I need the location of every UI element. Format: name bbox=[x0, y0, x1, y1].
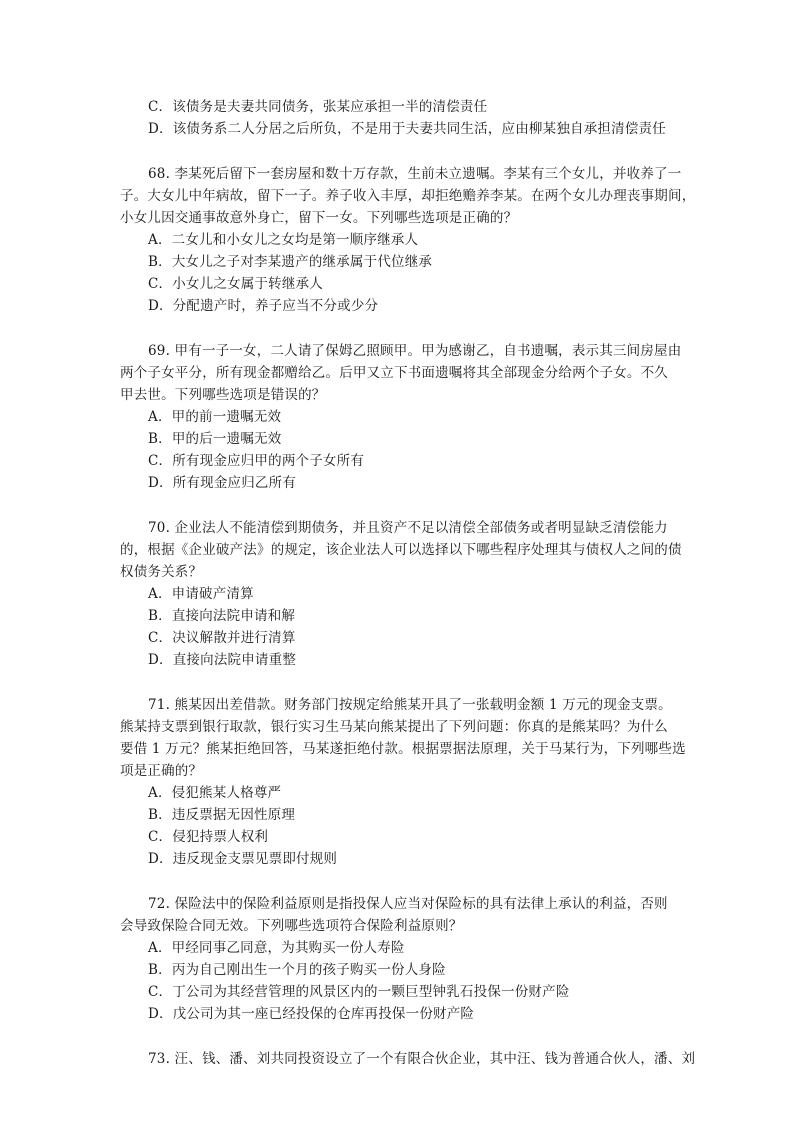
q67-option-c: C．该债务是夫妻共同债务，张某应承担一半的清偿责任 bbox=[148, 99, 488, 115]
q72-option-c: C．丁公司为其经营管理的风景区内的一颗巨型钟乳石投保一份财产险 bbox=[148, 984, 570, 1000]
q71-option-c: C．侵犯持票人权利 bbox=[148, 829, 269, 845]
q68-stem-line-1: 68. 李某死后留下一套房屋和数十万存款，生前未立遗嘱。李某有三个女儿，并收养了一 bbox=[148, 166, 682, 182]
q68-option-a: A．二女儿和小女儿之女均是第一顺序继承人 bbox=[148, 232, 419, 248]
q71-stem-line-4: 项是正确的？ bbox=[120, 763, 203, 779]
q71-option-d: D．违反现金支票见票即付规则 bbox=[148, 851, 338, 867]
q70-option-a: A．申请破产清算 bbox=[148, 586, 254, 602]
q68-option-d: D．分配遗产时，养子应当不分或少分 bbox=[148, 298, 379, 314]
q68-option-b: B．大女儿之子对李某遗产的继承属于代位继承 bbox=[148, 254, 433, 270]
q73-stem-line-1: 73. 汪、钱、潘、刘共同投资设立了一个有限合伙企业，其中汪、钱为普通合伙人，潘、刘 bbox=[148, 1051, 696, 1067]
q68-option-c: C．小女儿之女属于转继承人 bbox=[148, 276, 323, 292]
q71-stem-line-3: 要借 1 万元？熊某拒绝回答，马某遂拒绝付款。根据票据法原理，关于马某行为，下列哪些选 bbox=[120, 741, 686, 757]
q69-option-c: C．所有现金应归甲的两个子女所有 bbox=[148, 453, 365, 469]
q68-stem-line-2: 子。大女儿中年病故，留下一子。养子收入丰厚，却拒绝赡养李某。在两个女儿办理丧事期间， bbox=[120, 188, 696, 204]
q70-stem-line-3: 权债务关系？ bbox=[120, 564, 203, 580]
q68-stem-line-3: 小女儿因交通事故意外身亡，留下一女。下列哪些选项是正确的？ bbox=[120, 210, 518, 226]
q72-option-a: A．甲经同事乙同意，为其购买一份人寿险 bbox=[148, 940, 405, 956]
q71-option-a: A．侵犯熊某人格尊严 bbox=[148, 785, 282, 801]
q71-option-b: B．违反票据无因性原理 bbox=[148, 807, 296, 823]
q70-option-b: B．直接向法院申请和解 bbox=[148, 608, 296, 624]
q72-option-b: B．丙为自己刚出生一个月的孩子购买一份人身险 bbox=[148, 962, 446, 978]
q70-option-d: D．直接向法院申请重整 bbox=[148, 652, 297, 668]
q71-stem-line-1: 71. 熊某因出差借款。财务部门按规定给熊某开具了一张载明金额 1 万元的现金支票。 bbox=[148, 697, 672, 713]
q69-option-d: D．所有现金应归乙所有 bbox=[148, 475, 297, 491]
q69-option-b: B．甲的后一遗嘱无效 bbox=[148, 431, 282, 447]
q69-stem-line-1: 69. 甲有一子一女，二人请了保姆乙照顾甲。甲为感谢乙，自书遗嘱，表示其三间房屋由 bbox=[148, 343, 682, 359]
q72-option-d: D．戊公司为其一座已经投保的仓库再投保一份财产险 bbox=[148, 1006, 475, 1022]
q69-option-a: A．甲的前一遗嘱无效 bbox=[148, 409, 282, 425]
q70-stem-line-1: 70. 企业法人不能清偿到期债务，并且资产不足以清偿全部债务或者明显缺乏清偿能力 bbox=[148, 520, 668, 536]
q67-option-d: D．该债务系二人分居之后所负，不是用于夫妻共同生活，应由柳某独自承担清偿责任 bbox=[148, 121, 666, 137]
q72-stem-line-1: 72. 保险法中的保险利益原则是指投保人应当对保险标的具有法律上承认的利益，否则 bbox=[148, 896, 668, 912]
q69-stem-line-2: 两个子女平分，所有现金都赠给乙。后甲又立下书面遗嘱将其全部现金分给两个子女。不久 bbox=[120, 365, 668, 381]
q72-stem-line-2: 会导致保险合同无效。下列哪些选项符合保险利益原则？ bbox=[120, 918, 463, 934]
q70-stem-line-2: 的，根据《企业破产法》的规定，该企业法人可以选择以下哪些程序处理其与债权人之间的债 bbox=[120, 542, 682, 558]
q70-option-c: C．决议解散并进行清算 bbox=[148, 630, 296, 646]
q69-stem-line-3: 甲去世。下列哪些选项是错误的？ bbox=[120, 387, 326, 403]
q71-stem-line-2: 熊某持支票到银行取款，银行实习生马某向熊某提出了下列问题：你真的是熊某吗？为什么 bbox=[120, 719, 668, 735]
